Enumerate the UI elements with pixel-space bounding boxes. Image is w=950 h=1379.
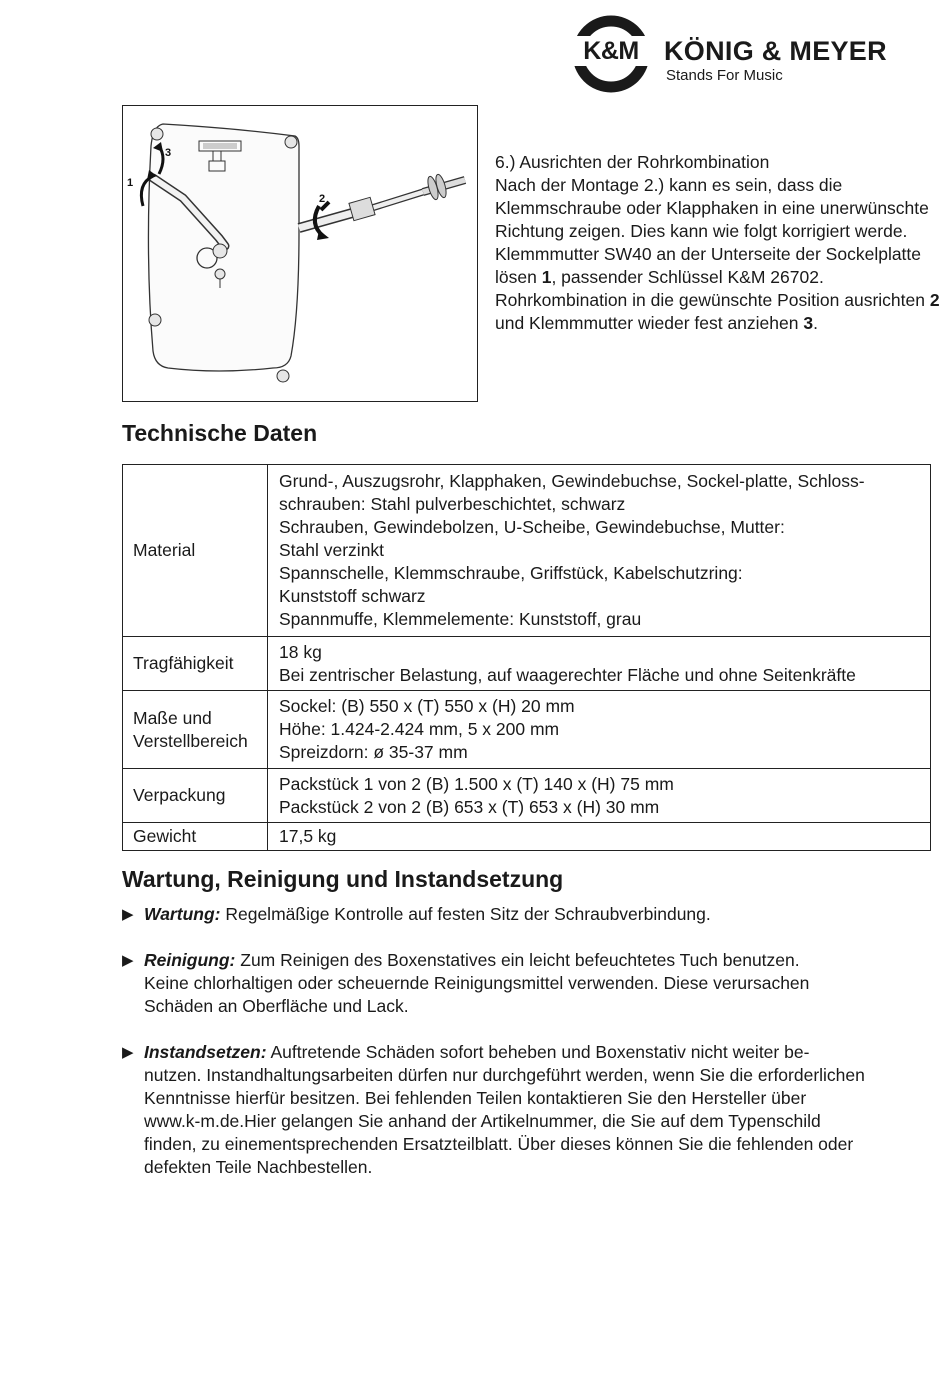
- row-label: Material: [123, 465, 268, 637]
- speaker-stand-base-drawing: [123, 106, 479, 403]
- row-value: Grund-, Auszugsrohr, Klapphaken, Gewindebuchse, Sockel-platte, Schloss- schrauben: Stahl pulverbeschichtet, schwarz Schrauben, Gewindebolzen, U-Scheibe, Gewindebuchse, Mutter: Stahl verzinkt Spannschelle, Klemmschraube, Griffstück, Kabelschutzring: Kunststoff schwarz Spannmuffe, Klemmelemente: Kunststoff, grau: [268, 465, 931, 637]
- table-row-tragfaehigkeit: [123, 637, 931, 691]
- list-item-wartung: ▶ Wartung: Regelmäßige Kontrolle auf festen Sitz der Schraubverbindung.: [122, 904, 711, 924]
- list-item-instandsetzen: ▶ Instandsetzen: Auftretende Schäden sofort beheben und Boxenstativ nicht weiter be- nutzen. Instandhaltungsarbeiten dürfen nur durchgeführt werden, wenn Sie die erforderlichen Kenntnisse hierfür besitzen. Bei fehlenden Teilen kontaktieren Sie den Hersteller über www.k-m.de.Hier gelangen Sie anhand der Artikelnummer, die Sie auf dem Typenschild finden, zu einementsprechenden Ersatzteilblatt. Über dieses können Sie die fehlenden oder defekten Teile Nachbestellen.: [122, 1042, 865, 1177]
- brand-name: KÖNIG & MEYER: [664, 36, 887, 66]
- row-value: Sockel: (B) 550 x (T) 550 x (H) 20 mm Höhe: 1.424-2.424 mm, 5 x 200 mm Spreizdorn: ø 35-37 mm: [268, 691, 931, 769]
- table-row-verpackung: [123, 769, 931, 823]
- row-value: Packstück 1 von 2 (B) 1.500 x (T) 140 x (H) 75 mm Packstück 2 von 2 (B) 653 x (T) 653 x (H) 30 mm: [268, 769, 931, 823]
- row-label: Tragfähigkeit: [123, 637, 268, 691]
- step-title: 6.) Ausrichten der Rohrkombination: [495, 152, 770, 172]
- step-body: Nach der Montage 2.) kann es sein, dass die Klemmschraube oder Klapphaken in eine unerwünschte Richtung zeigen. Dies kann wie folgt korrigiert werde. Klemmmutter SW40 an der Unterseite der Sockelplatte lösen 1, passender Schlüssel K&M 26702. Rohrkombination in die gewünschte Position ausrichten 2 und Klemmmutter wieder fest anziehen 3.: [495, 175, 940, 333]
- figure-label-1: 1: [127, 177, 134, 189]
- row-label: Verpackung: [123, 769, 268, 823]
- assembly-illustration: [122, 105, 478, 402]
- brand-logo: [566, 14, 938, 94]
- play-arrow-icon: ▶: [122, 906, 134, 923]
- figure-label-3: 3: [165, 147, 172, 159]
- step-6-instructions: [495, 151, 940, 335]
- maintenance-list: [122, 903, 922, 1202]
- tech-data-heading: Technische Daten: [122, 420, 318, 446]
- row-value: 17,5 kg: [268, 823, 931, 851]
- row-value: 18 kg Bei zentrischer Belastung, auf waagerechter Fläche und ohne Seitenkräfte: [268, 637, 931, 691]
- tech-data-table: [122, 464, 931, 851]
- play-arrow-icon: ▶: [122, 952, 134, 969]
- list-item-reinigung: ▶ Reinigung: Zum Reinigen des Boxenstatives ein leicht befeuchtetes Tuch benutzen. Keine chlorhaltigen oder scheuernde Reinigungsmittel verwenden. Diese verursachen Schäden an Oberfläche und Lack.: [122, 950, 810, 1016]
- maintenance-heading: Wartung, Reinigung und Instandsetzung: [122, 866, 564, 892]
- figure-label-2: 2: [319, 193, 326, 205]
- play-arrow-icon: ▶: [122, 1044, 134, 1061]
- row-label: Maße und Verstellbereich: [123, 691, 268, 769]
- brand-mark: K&M: [566, 36, 656, 66]
- table-row-gewicht: [123, 823, 931, 851]
- brand-tagline: Stands For Music: [666, 67, 783, 84]
- table-row-masse: [123, 691, 931, 769]
- table-row-material: [123, 465, 931, 637]
- row-label: Gewicht: [123, 823, 268, 851]
